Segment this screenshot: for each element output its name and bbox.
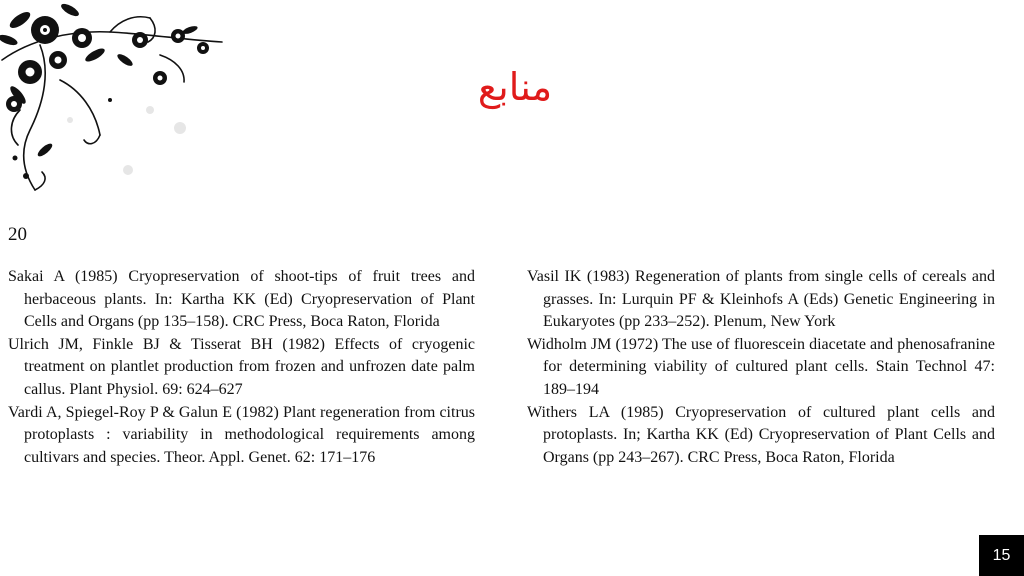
- slide-number-badge: 15: [979, 535, 1024, 576]
- reference-entry: Withers LA (1985) Cryopreservation of cultured plant cells and protoplasts. In; Kartha KK (Ed) Cryopreservation of Plant Cells and Organs (pp 243–267). CRC Press, Boca Raton, Florida: [527, 403, 995, 466]
- references-left-column: [8, 266, 475, 469]
- reference-entry: Sakai A (1985) Cryopreservation of shoot-tips of fruit trees and herbaceous plants. In: Kartha KK (Ed) Cryopreservation of Plant Cells and Organs (pp 135–158). CRC Press, Boca Raton, Florida: [8, 268, 475, 331]
- reference-entry: Ulrich JM, Finkle BJ & Tisserat BH (1982) Effects of cryogenic treatment on plantlet production from frozen and unfrozen date palm callus. Plant Physiol. 69: 624–627: [8, 335, 475, 398]
- slide-title: منابع: [477, 65, 553, 109]
- reference-entry: Widholm JM (1972) The use of fluorescein diacetate and phenosafranine for determining viability of cultured plant cells. Stain Technol 47: 189–194: [527, 335, 995, 398]
- reference-entry: Vasil IK (1983) Regeneration of plants from single cells of cereals and grasses. In: Lurquin PF & Kleinhofs A (Eds) Genetic Engineering in Eukaryotes (pp 233–252). Plenum, New York: [527, 268, 995, 331]
- references-right-column: [527, 266, 995, 469]
- floral-ornament-icon: [0, 0, 230, 200]
- document-page-number: 20: [8, 224, 27, 245]
- reference-entry: Vardi A, Spiegel-Roy P & Galun E (1982) Plant regeneration from citrus protoplasts : variability in methodological requirements among cultivars and species. Theor. Appl. Genet. 62: 171–176: [8, 403, 475, 466]
